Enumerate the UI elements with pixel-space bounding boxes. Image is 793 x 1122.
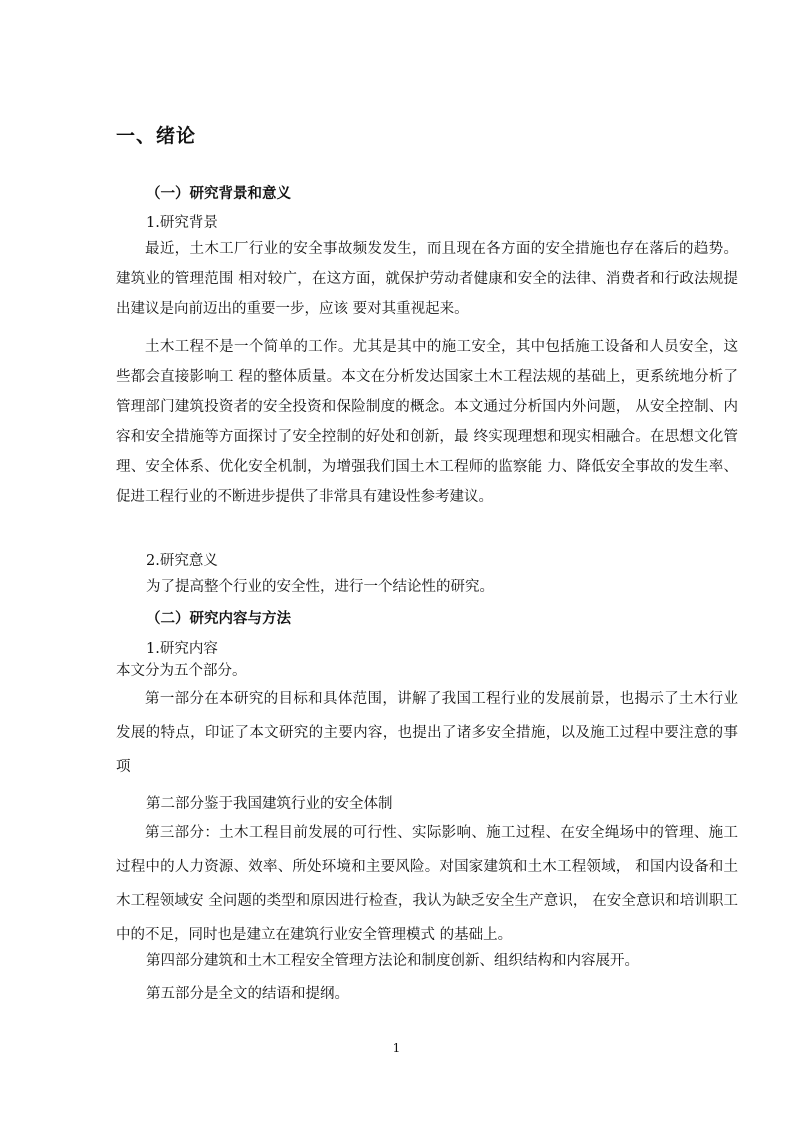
paragraph-part-three: 第三部分：土木工程目前发展的可行性、实际影响、施工过程、在安全绳场中的管理、施工过程中的人力资源、效率、所处环境和主要风险。对国家建筑和土木工程领域， 和国内设备和土木工程领域安 全问题的类型和原因进行检查，我认为缺乏安全生产意识， 在安全意识和培训职工中的不足，同时也是建立在建筑行业安全管理模式 的基础上。 xyxy=(116,825,738,943)
section-heading-background: （一）研究背景和意义 xyxy=(146,186,291,202)
chapter-title: 一、绪论 xyxy=(116,125,197,147)
page-number: 1 xyxy=(392,1041,401,1055)
subsection-heading-research-content: 1.研究内容 xyxy=(146,641,218,657)
paragraph-part-two: 第二部分鉴于我国建筑行业的安全体制 xyxy=(146,796,393,812)
paragraph-background-2: 土木工程不是一个简单的工作。尤其是其中的施工安全，其中包括施工设备和人员安全，这些都会直接影响工 程的整体质量。本文在分析发达国家土木工程法规的基础上，更系统地分析了管理部门建筑投资者的安全投资和保险制度的概念。本文通过分析国内外问题， 从安全控制、内容和安全措施等方面探讨了安全控制的好处和创新，最 终实现理想和现实相融合。在思想文化管理、安全体系、优化安全机制，为增强我们国土木工程师的监察能 力、降低安全事故的发生率、促进工程行业的不断进步提供了非常具有建设性参考建议。 xyxy=(116,339,738,505)
paragraph-part-one: 第一部分在本研究的目标和具体范围，讲解了我国工程行业的发展前景，也揭示了土木行业发展的特点，印证了本文研究的主要内容，也提出了诸多安全措施，以及施工过程中要注意的事项 xyxy=(116,691,738,775)
paragraph-part-four: 第四部分建筑和土木工程安全管理方法论和制度创新、组织结构和内容展开。 xyxy=(146,953,639,969)
subsection-heading-research-significance: 2.研究意义 xyxy=(146,553,218,569)
paragraph-part-five: 第五部分是全文的结语和提纲。 xyxy=(146,986,349,1002)
section-heading-content-methods: （二）研究内容与方法 xyxy=(146,611,291,627)
paragraph-content-intro: 本文分为五个部分。 xyxy=(116,663,247,679)
paragraph-background-1: 最近，土木工厂行业的安全事故频发发生，而且现在各方面的安全措施也存在落后的趋势。建筑业的管理范围 相对较广，在这方面，就保护劳动者健康和安全的法律、消费者和行政法规提出建议是向前迈出的重要一步，应该 要对其重视起来。 xyxy=(116,241,738,317)
paragraph-significance: 为了提高整个行业的安全性，进行一个结论性的研究。 xyxy=(146,579,494,595)
subsection-heading-research-background: 1.研究背景 xyxy=(146,215,218,231)
